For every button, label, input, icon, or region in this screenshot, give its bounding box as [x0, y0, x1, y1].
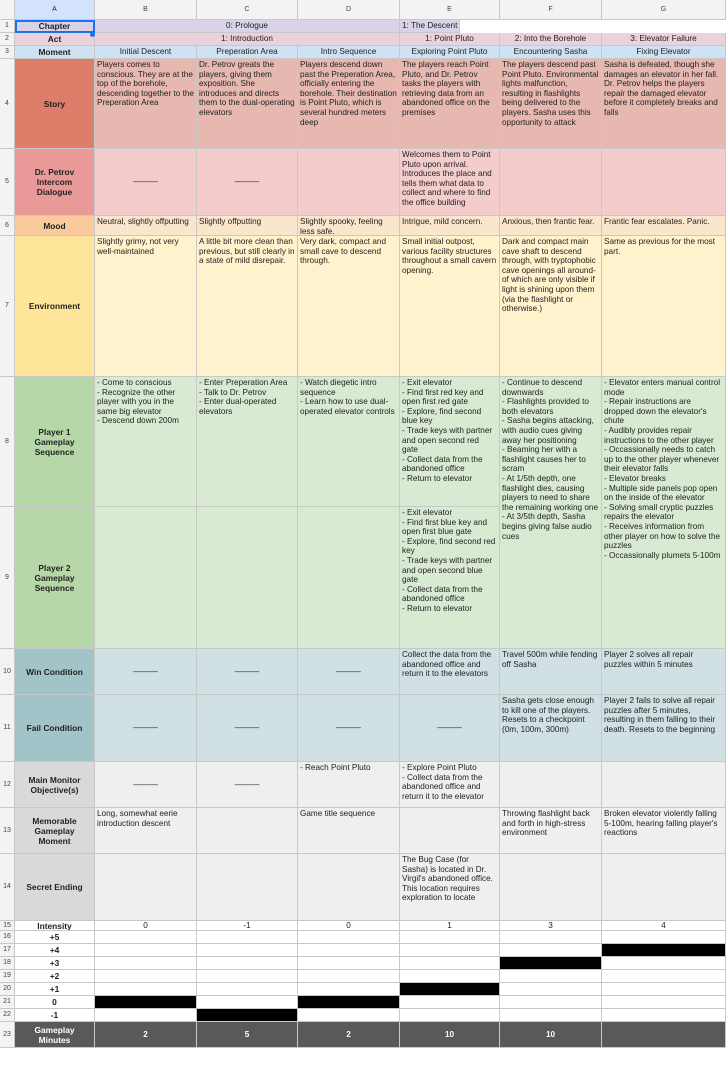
environment-cell[interactable]: Slightly grimy, not very well-maintained [95, 236, 197, 377]
row-header-21[interactable]: 21 [0, 996, 15, 1009]
player-1-cell[interactable]: - Enter Preperation Area - Talk to Dr. Petrov - Enter dual-operated elevators [197, 377, 298, 507]
fail-condition-cell[interactable]: ——— [298, 695, 400, 762]
column-header-g[interactable]: G [602, 0, 726, 20]
moment-cell[interactable]: Initial Descent [95, 46, 197, 59]
player-1-cell[interactable]: - Continue to descend downwards - Flashlights provided to both elevators - Sasha begins attacking, with audio cues giving away her positioning - Beaming her with a flashlight causes her to scram - At 1/5th depth, one flashlight dies, causing players to need to share the remaining working one - At 3/5th depth, Sasha begins giving false audio cues [500, 377, 602, 649]
act-point-pluto[interactable]: 1: Point Pluto [400, 33, 500, 46]
minutes-value[interactable] [602, 1022, 726, 1048]
intensity-value[interactable]: 1 [400, 921, 500, 931]
row-header-16[interactable]: 16 [0, 931, 15, 944]
row-header-10[interactable]: 10 [0, 649, 15, 695]
dialogue-cell[interactable] [500, 149, 602, 216]
fail-condition-cell[interactable]: Sasha gets close enough to kill one of the players. Resets to a checkpoint (0m, 100m, 300m) [500, 695, 602, 762]
fail-condition-cell[interactable]: Player 2 fails to solve all repair puzzles after 5 minutes, resulting in them falling to their death. Resets to the beginning [602, 695, 726, 762]
column-header-a[interactable]: A [15, 0, 95, 20]
mood-cell[interactable]: Intrigue, mild concern. [400, 216, 500, 236]
minutes-value[interactable]: 2 [95, 1022, 197, 1048]
intensity-cell[interactable] [400, 970, 500, 983]
mood-cell[interactable]: Slightly spooky, feeling less safe. [298, 216, 400, 236]
memorable-cell[interactable]: Game title sequence [298, 808, 400, 854]
select-all-corner[interactable] [0, 0, 15, 20]
dialogue-cell[interactable]: ——— [95, 149, 197, 216]
intensity-cell[interactable] [298, 970, 400, 983]
player-1-cell[interactable]: - Watch diegetic intro sequence - Learn how to use dual-operated elevator controls [298, 377, 400, 507]
moment-cell[interactable]: Fixing Elevator [602, 46, 726, 59]
secret-ending-cell[interactable] [95, 854, 197, 921]
chapter-the-descent[interactable]: 1: The Descent [400, 20, 460, 33]
win-condition-cell[interactable]: Collect the data from the abandoned office and return it to the elevators [400, 649, 500, 695]
intensity-cell[interactable] [298, 983, 400, 996]
row-header-5[interactable]: 5 [0, 149, 15, 216]
player-1-cell[interactable]: - Elevator enters manual control mode - Repair instructions are dropped down the elevator's chute - Audibly provides repair instructions to the other player - Occassionally needs to catch up to the other player whenever their elevator falls - Elevator breaks - Multiple side panels pop open on the inside of the elevator - Solving small cryptic puzzles repairs the elevator - Receives information from other player on how to solve the puzzles - Occassionally plumets 5-100m [602, 377, 726, 649]
objective-cell[interactable] [500, 762, 602, 808]
player-2-cell[interactable] [197, 507, 298, 649]
fail-condition-cell[interactable]: ——— [400, 695, 500, 762]
intensity-bar[interactable] [602, 944, 726, 957]
intensity-level-label[interactable]: +2 [15, 970, 95, 983]
row-header-8[interactable]: 8 [0, 377, 15, 507]
win-condition-cell[interactable]: ——— [298, 649, 400, 695]
win-condition-cell[interactable]: Travel 500m while fending off Sasha [500, 649, 602, 695]
label-act[interactable]: Act [15, 33, 95, 46]
label-chapter[interactable]: Chapter [15, 20, 95, 33]
intensity-cell[interactable] [197, 957, 298, 970]
fail-condition-cell[interactable]: ——— [197, 695, 298, 762]
row-header-2[interactable]: 2 [0, 33, 15, 46]
environment-cell[interactable]: Dark and compact main cave shaft to descend through, with tryptophobic cave openings all around- of which are only visible if light is shining upon them (via the flashlight or otherwise.) [500, 236, 602, 377]
act-elevator-failure[interactable]: 3: Elevator Failure [602, 33, 726, 46]
row-header-7[interactable]: 7 [0, 236, 15, 377]
player-1-cell[interactable]: - Come to conscious - Recognize the other player with you in the same big elevator - Descend down 200m [95, 377, 197, 507]
environment-cell[interactable]: A little bit more clean than previous, but still clearly in a state of mild disrepair. [197, 236, 298, 377]
intensity-level-label[interactable]: +1 [15, 983, 95, 996]
secret-ending-cell[interactable]: The Bug Case (for Sasha) is located in Dr. Virgil's abandoned office. This location requires exploration to locate [400, 854, 500, 921]
secret-ending-cell[interactable] [602, 854, 726, 921]
dialogue-cell[interactable]: ——— [197, 149, 298, 216]
moment-cell[interactable]: Exploring Point Pluto [400, 46, 500, 59]
secret-ending-cell[interactable] [298, 854, 400, 921]
minutes-value[interactable]: 10 [500, 1022, 602, 1048]
minutes-value[interactable]: 5 [197, 1022, 298, 1048]
moment-cell[interactable]: Preperation Area [197, 46, 298, 59]
intensity-value[interactable]: 4 [602, 921, 726, 931]
label-environment[interactable]: Environment [15, 236, 95, 377]
row-header-19[interactable]: 19 [0, 970, 15, 983]
objective-cell[interactable]: ——— [95, 762, 197, 808]
intensity-bar[interactable] [400, 983, 500, 996]
intensity-level-label[interactable]: +5 [15, 931, 95, 944]
fail-condition-cell[interactable]: ——— [95, 695, 197, 762]
player-2-cell[interactable] [298, 507, 400, 649]
story-cell[interactable]: The players descend past Point Pluto. Environmental lights malfunction, resulting in flashlights being delivered to the players. Sasha uses this opportunity to attack [500, 59, 602, 149]
label-dialogue[interactable]: Dr. Petrov Intercom Dialogue [15, 149, 95, 216]
story-cell[interactable]: The players reach Point Pluto, and Dr. Petrov tasks the players with retrieving data from an abandoned office on the premises [400, 59, 500, 149]
intensity-cell[interactable] [197, 983, 298, 996]
intensity-cell[interactable] [400, 996, 500, 1009]
row-header-15[interactable]: 15 [0, 921, 15, 931]
intensity-bar[interactable] [298, 996, 400, 1009]
intensity-cell[interactable] [95, 1009, 197, 1022]
column-header-c[interactable]: C [197, 0, 298, 20]
label-win-condition[interactable]: Win Condition [15, 649, 95, 695]
intensity-value[interactable]: -1 [197, 921, 298, 931]
label-player-2[interactable]: Player 2 Gameplay Sequence [15, 507, 95, 649]
intensity-cell[interactable] [602, 970, 726, 983]
mood-cell[interactable]: Anxious, then frantic fear. [500, 216, 602, 236]
intensity-cell[interactable] [500, 944, 602, 957]
act-into-the-borehole[interactable]: 2: Into the Borehole [500, 33, 602, 46]
memorable-cell[interactable]: Throwing flashlight back and forth in high-stress environment [500, 808, 602, 854]
intensity-cell[interactable] [298, 957, 400, 970]
intensity-cell[interactable] [197, 944, 298, 957]
story-cell[interactable]: Sasha is defeated, though she damages an elevator in her fall. Dr. Petrov helps the players repair the damaged elevator before it completely breaks and falls [602, 59, 726, 149]
label-story[interactable]: Story [15, 59, 95, 149]
intensity-cell[interactable] [500, 1009, 602, 1022]
intensity-cell[interactable] [95, 944, 197, 957]
intensity-value[interactable]: 3 [500, 921, 602, 931]
label-objective[interactable]: Main Monitor Objective(s) [15, 762, 95, 808]
label-memorable[interactable]: Memorable Gameplay Moment [15, 808, 95, 854]
intensity-value[interactable]: 0 [95, 921, 197, 931]
intensity-cell[interactable] [95, 983, 197, 996]
story-cell[interactable]: Players descend down past the Preperation Area, officially entering the borehole. Their destination is Point Pluto, which is several hundred meters deep [298, 59, 400, 149]
row-header-6[interactable]: 6 [0, 216, 15, 236]
chapter-prologue[interactable]: 0: Prologue [95, 20, 400, 33]
label-intensity[interactable]: Intensity [15, 921, 95, 931]
intensity-cell[interactable] [298, 1009, 400, 1022]
story-cell[interactable]: Dr. Petrov greats the players, giving them exposition. She introduces and directs them to the dual-operating elevators [197, 59, 298, 149]
intensity-cell[interactable] [400, 957, 500, 970]
environment-cell[interactable]: Very dark, compact and small cave to descend through. [298, 236, 400, 377]
mood-cell[interactable]: Slightly offputting [197, 216, 298, 236]
mood-cell[interactable]: Frantic fear escalates. Panic. [602, 216, 726, 236]
intensity-bar[interactable] [500, 957, 602, 970]
row-header-4[interactable]: 4 [0, 59, 15, 149]
memorable-cell[interactable] [400, 808, 500, 854]
intensity-cell[interactable] [197, 931, 298, 944]
column-header-d[interactable]: D [298, 0, 400, 20]
intensity-cell[interactable] [602, 957, 726, 970]
label-fail-condition[interactable]: Fail Condition [15, 695, 95, 762]
memorable-cell[interactable]: Broken elevator violently falling 5-100m, hearing falling player's reactions [602, 808, 726, 854]
story-cell[interactable]: Players comes to conscious. They are at the top of the borehole, descending together to the Preperation Area [95, 59, 197, 149]
win-condition-cell[interactable]: ——— [95, 649, 197, 695]
intensity-cell[interactable] [197, 970, 298, 983]
column-header-e[interactable]: E [400, 0, 500, 20]
player-2-cell[interactable]: - Exit elevator - Find first blue key and open first blue gate - Explore, find second red key - Trade keys with partner and open second blue gate - Collect data from the abandoned office - Return to elevator [400, 507, 500, 649]
memorable-cell[interactable]: Long, somewhat eerie introduction descent [95, 808, 197, 854]
intensity-level-label[interactable]: +3 [15, 957, 95, 970]
mood-cell[interactable]: Neutral, slightly offputting [95, 216, 197, 236]
intensity-cell[interactable] [95, 970, 197, 983]
moment-cell[interactable]: Intro Sequence [298, 46, 400, 59]
intensity-cell[interactable] [500, 931, 602, 944]
objective-cell[interactable]: - Explore Point Pluto - Collect data from the abandoned office and return it to the elevator [400, 762, 500, 808]
row-header-13[interactable]: 13 [0, 808, 15, 854]
selection-fill-handle[interactable] [90, 32, 95, 37]
secret-ending-cell[interactable] [197, 854, 298, 921]
dialogue-cell[interactable] [298, 149, 400, 216]
row-header-17[interactable]: 17 [0, 944, 15, 957]
row-header-14[interactable]: 14 [0, 854, 15, 921]
intensity-cell[interactable] [500, 970, 602, 983]
intensity-cell[interactable] [500, 983, 602, 996]
win-condition-cell[interactable]: ——— [197, 649, 298, 695]
moment-cell[interactable]: Encountering Sasha [500, 46, 602, 59]
objective-cell[interactable]: - Reach Point Pluto [298, 762, 400, 808]
dialogue-cell[interactable]: Welcomes them to Point Pluto upon arrival. Introduces the place and tells them what data to collect and where to find the office building [400, 149, 500, 216]
intensity-cell[interactable] [400, 931, 500, 944]
intensity-cell[interactable] [602, 996, 726, 1009]
label-moment[interactable]: Moment [15, 46, 95, 59]
player-2-cell[interactable] [95, 507, 197, 649]
column-header-b[interactable]: B [95, 0, 197, 20]
secret-ending-cell[interactable] [500, 854, 602, 921]
label-gameplay-minutes[interactable]: Gameplay Minutes [15, 1022, 95, 1048]
intensity-cell[interactable] [400, 944, 500, 957]
intensity-cell[interactable] [95, 957, 197, 970]
row-header-22[interactable]: 22 [0, 1009, 15, 1022]
intensity-cell[interactable] [95, 931, 197, 944]
objective-cell[interactable] [602, 762, 726, 808]
intensity-level-label[interactable]: 0 [15, 996, 95, 1009]
row-header-20[interactable]: 20 [0, 983, 15, 996]
label-mood[interactable]: Mood [15, 216, 95, 236]
row-header-11[interactable]: 11 [0, 695, 15, 762]
row-header-23[interactable]: 23 [0, 1022, 15, 1048]
environment-cell[interactable]: Same as previous for the most part. [602, 236, 726, 377]
intensity-level-label[interactable]: +4 [15, 944, 95, 957]
row-header-12[interactable]: 12 [0, 762, 15, 808]
label-player-1[interactable]: Player 1 Gameplay Sequence [15, 377, 95, 507]
row-header-1[interactable]: 1 [0, 20, 15, 33]
intensity-cell[interactable] [298, 931, 400, 944]
intensity-level-label[interactable]: -1 [15, 1009, 95, 1022]
intensity-value[interactable]: 0 [298, 921, 400, 931]
intensity-cell[interactable] [298, 944, 400, 957]
win-condition-cell[interactable]: Player 2 solves all repair puzzles within 5 minutes [602, 649, 726, 695]
minutes-value[interactable]: 10 [400, 1022, 500, 1048]
player-1-cell[interactable]: - Exit elevator - Find first red key and open first red gate - Explore, find second blue key - Trade keys with partner and open second red gate - Collect data from the abandoned office - Return to elevator [400, 377, 500, 507]
label-secret-ending[interactable]: Secret Ending [15, 854, 95, 921]
objective-cell[interactable]: ——— [197, 762, 298, 808]
intensity-cell[interactable] [197, 996, 298, 1009]
minutes-value[interactable]: 2 [298, 1022, 400, 1048]
memorable-cell[interactable] [197, 808, 298, 854]
intensity-cell[interactable] [602, 1009, 726, 1022]
row-header-3[interactable]: 3 [0, 46, 15, 59]
row-header-9[interactable]: 9 [0, 507, 15, 649]
environment-cell[interactable]: Small initial outpost, various facility structures throughout a small cavern opening. [400, 236, 500, 377]
intensity-bar[interactable] [197, 1009, 298, 1022]
intensity-cell[interactable] [602, 931, 726, 944]
intensity-cell[interactable] [500, 996, 602, 1009]
intensity-cell[interactable] [400, 1009, 500, 1022]
intensity-bar[interactable] [95, 996, 197, 1009]
dialogue-cell[interactable] [602, 149, 726, 216]
column-header-f[interactable]: F [500, 0, 602, 20]
row-header-18[interactable]: 18 [0, 957, 15, 970]
act-introduction[interactable]: 1: Introduction [95, 33, 400, 46]
intensity-cell[interactable] [602, 983, 726, 996]
